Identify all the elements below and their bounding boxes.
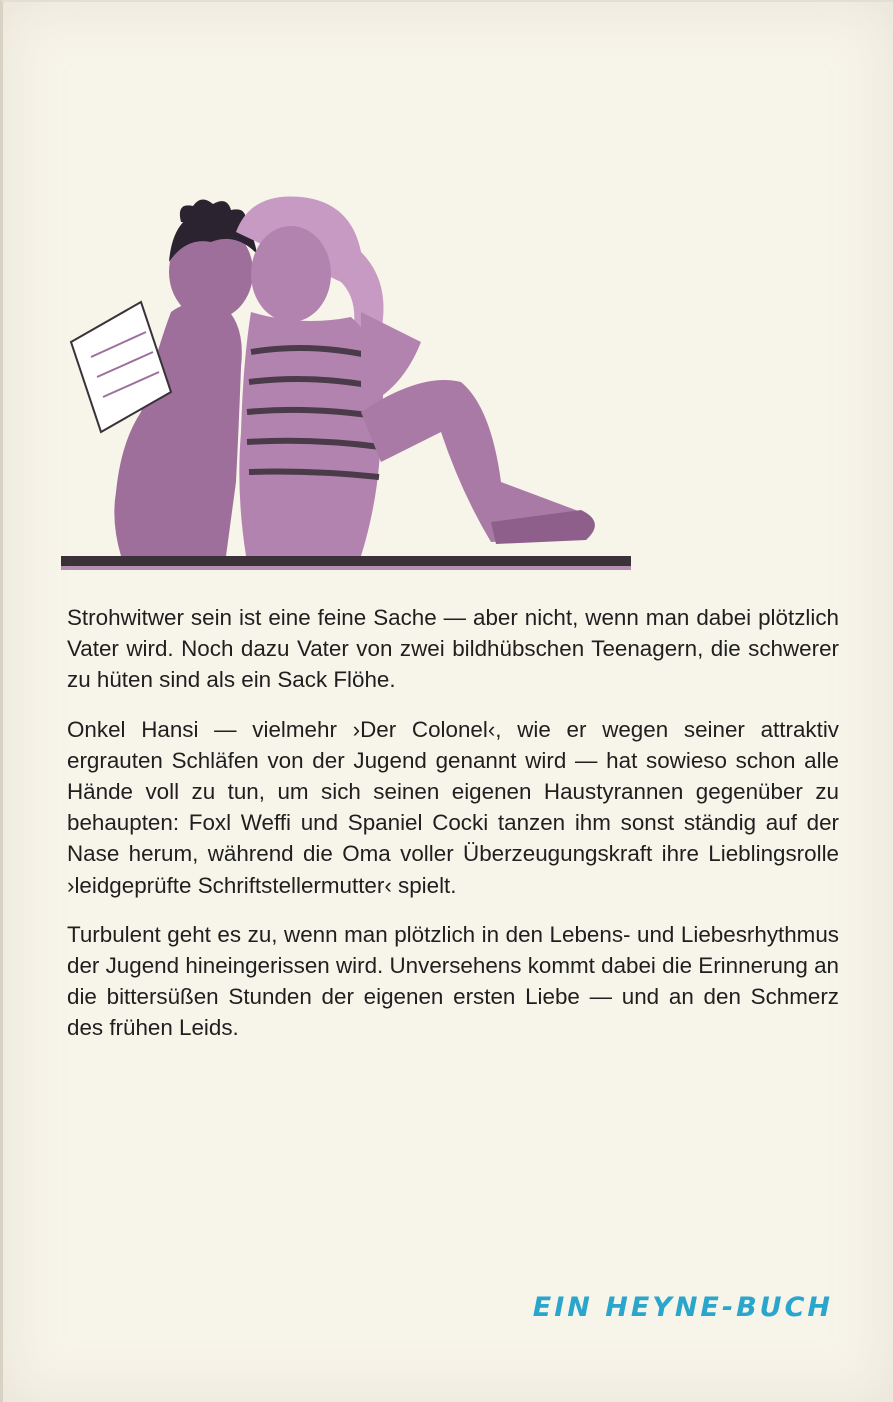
boy-figure	[71, 199, 257, 556]
girl-figure	[236, 196, 595, 556]
teenagers-illustration	[61, 192, 631, 582]
blurb-text	[67, 602, 839, 1062]
blurb-paragraph: Strohwitwer sein ist eine feine Sache — aber nicht, wenn man dabei plötzlich Vater wird. Noch dazu Vater von zwei bildhübschen Teenagern, die schwerer zu hüten sind als ein Sack Flöhe.	[67, 605, 839, 693]
bench	[61, 556, 631, 570]
blurb-paragraph: Turbulent geht es zu, wenn man plötzlich in den Lebens- und Liebesrhythmus der Jugend hineingerissen wird. Unversehens kommt dabei die Erinnerung an die bittersüßen Stunden der eigenen ersten Liebe — und an den Schmerz des frühen Leids.	[67, 921, 839, 1041]
blurb-paragraph: Onkel Hansi — vielmehr ›Der Colonel‹, wie er wegen seiner attraktiv ergrauten Schläfen von der Jugend genannt wird — hat sowieso schon alle Hände voll zu tun, um sich seinen eigenen Haustyrannen gegenüber zu behaupten: Foxl Weffi und Spaniel Cocki tanzen ihm sonst ständig auf der Nase herum, während die Oma voller Überzeugungskraft ihre Lieblingsrolle ›leidgeprüfte Schriftstellermutter‹ spielt.	[67, 716, 839, 898]
publisher-imprint: EIN HEYNE-BUCH	[532, 1292, 833, 1323]
